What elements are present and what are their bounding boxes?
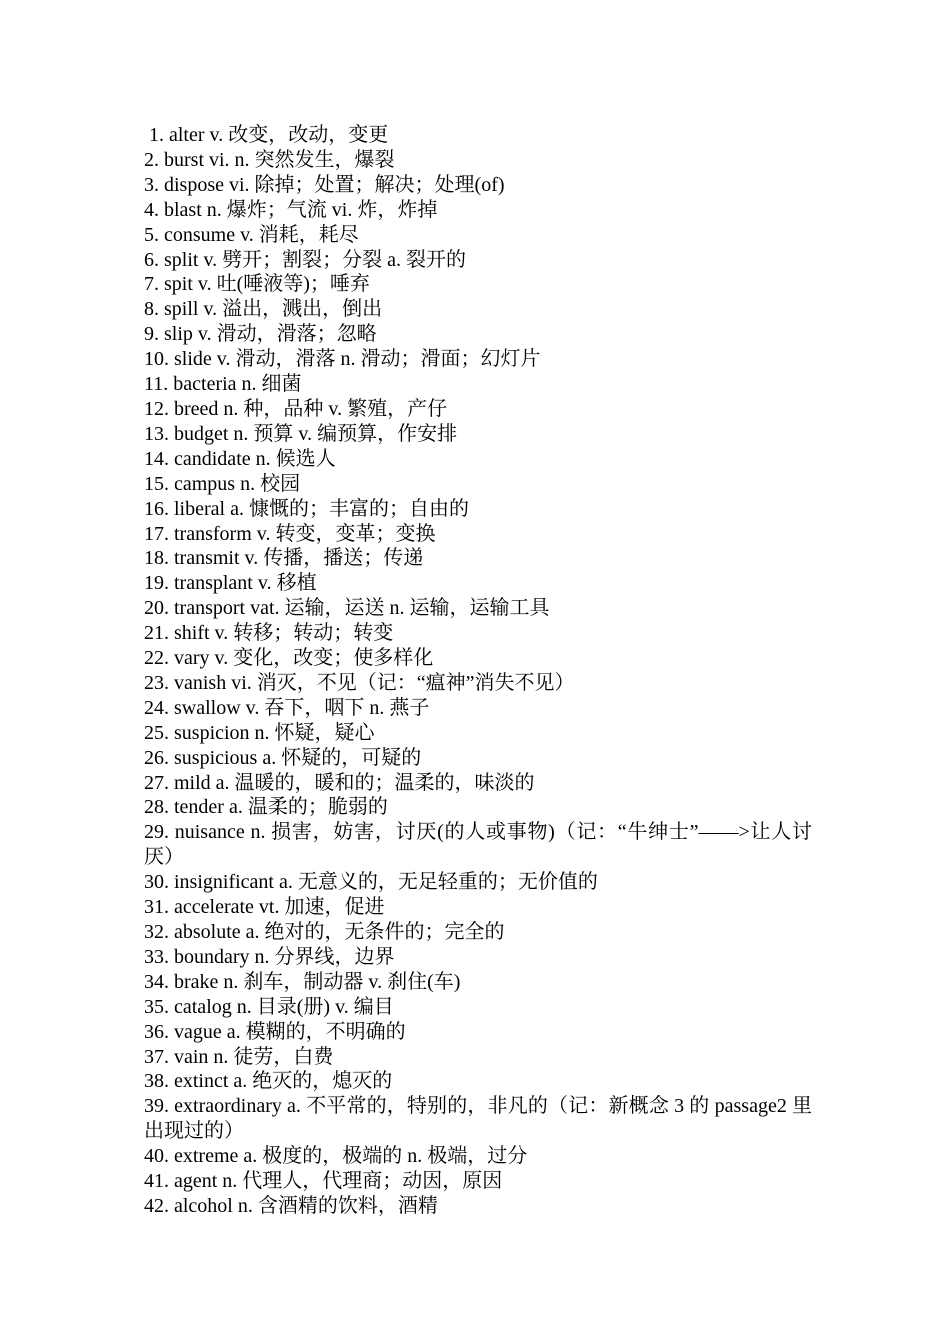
- vocab-entry-9: 9. slip v. 滑动，滑落；忽略: [144, 323, 377, 346]
- vocab-entry-36: 36. vague a. 模糊的，不明确的: [144, 1020, 406, 1043]
- vocab-entry-31: 31. accelerate vt. 加速，促进: [144, 896, 385, 919]
- vocab-entry-42: 42. alcohol n. 含酒精的饮料，酒精: [144, 1194, 438, 1217]
- vocab-entry-16: 16. liberal a. 慷慨的；丰富的；自由的: [144, 497, 469, 520]
- vocab-entry-35: 35. catalog n. 目录(册) v. 编目: [144, 995, 394, 1018]
- vocab-entry-37: 37. vain n. 徒劳，白费: [144, 1045, 334, 1068]
- vocab-entry-24: 24. swallow v. 吞下，咽下 n. 燕子: [144, 696, 430, 719]
- vocab-entry-18: 18. transmit v. 传播，播送；传递: [144, 547, 424, 570]
- vocab-entry-26: 26. suspicious a. 怀疑的，可疑的: [144, 746, 422, 769]
- vocab-entry-13: 13. budget n. 预算 v. 编预算，作安排: [144, 422, 458, 445]
- vocab-entry-25: 25. suspicion n. 怀疑，疑心: [144, 721, 375, 744]
- vocab-entry-23: 23. vanish vi. 消灭，不见（记：“瘟神”消失不见）: [144, 671, 575, 694]
- vocab-entry-1: 1. alter v. 改变，改动，变更: [149, 124, 389, 146]
- vocab-entry-19: 19. transplant v. 移植: [144, 572, 317, 595]
- vocab-entry-20: 20. transport vat. 运输，运送 n. 运输，运输工具: [144, 597, 550, 620]
- vocab-entry-7: 7. spit v. 吐(唾液等)；唾弃: [144, 273, 370, 296]
- vocab-entry-12: 12. breed n. 种，品种 v. 繁殖，产仔: [144, 397, 448, 420]
- vocab-entry-41: 41. agent n. 代理人，代理商；动因，原因: [144, 1170, 503, 1193]
- vocab-entry-2: 2. burst vi. n. 突然发生，爆裂: [144, 148, 395, 171]
- vocab-entry-10: 10. slide v. 滑动，滑落 n. 滑动；滑面；幻灯片: [144, 348, 541, 371]
- vocab-entry-27: 27. mild a. 温暖的，暖和的；温柔的，味淡的: [144, 771, 535, 794]
- vocab-entry-30: 30. insignificant a. 无意义的，无足轻重的；无价值的: [144, 871, 598, 894]
- vocab-entry-33: 33. boundary n. 分界线，边界: [144, 945, 395, 968]
- vocab-entry-14: 14. candidate n. 候选人: [144, 447, 336, 470]
- vocabulary-list: [144, 123, 812, 1219]
- vocab-entry-29: 29. nuisance n. 损害，妨害，讨厌(的人或事物)（记：“牛绅士”——>让人讨厌）: [144, 821, 812, 869]
- vocab-entry-34: 34. brake n. 刹车，制动器 v. 刹住(车): [144, 970, 461, 993]
- vocab-entry-21: 21. shift v. 转移；转动；转变: [144, 622, 394, 645]
- vocab-entry-11: 11. bacteria n. 细菌: [144, 373, 302, 396]
- vocab-entry-3: 3. dispose vi. 除掉；处置；解决；处理(of): [144, 173, 505, 196]
- vocab-entry-22: 22. vary v. 变化，改变；使多样化: [144, 647, 434, 670]
- vocab-entry-8: 8. spill v. 溢出，溅出，倒出: [144, 298, 383, 321]
- vocab-entry-32: 32. absolute a. 绝对的，无条件的；完全的: [144, 921, 505, 943]
- vocab-entry-39: 39. extraordinary a. 不平常的，特别的，非凡的（记：新概念 3 的 passage2 里出现过的）: [144, 1095, 812, 1143]
- vocab-entry-6: 6. split v. 劈开；割裂；分裂 a. 裂开的: [144, 248, 467, 271]
- vocab-entry-15: 15. campus n. 校园: [144, 472, 301, 495]
- vocab-entry-5: 5. consume v. 消耗，耗尽: [144, 223, 359, 246]
- vocab-entry-17: 17. transform v. 转变，变革；变换: [144, 522, 436, 545]
- vocab-entry-40: 40. extreme a. 极度的，极端的 n. 极端，过分: [144, 1145, 528, 1168]
- vocab-entry-4: 4. blast n. 爆炸；气流 vi. 炸，炸掉: [144, 198, 438, 221]
- vocab-entry-38: 38. extinct a. 绝灭的，熄灭的: [144, 1070, 393, 1093]
- vocab-entry-28: 28. tender a. 温柔的；脆弱的: [144, 796, 388, 819]
